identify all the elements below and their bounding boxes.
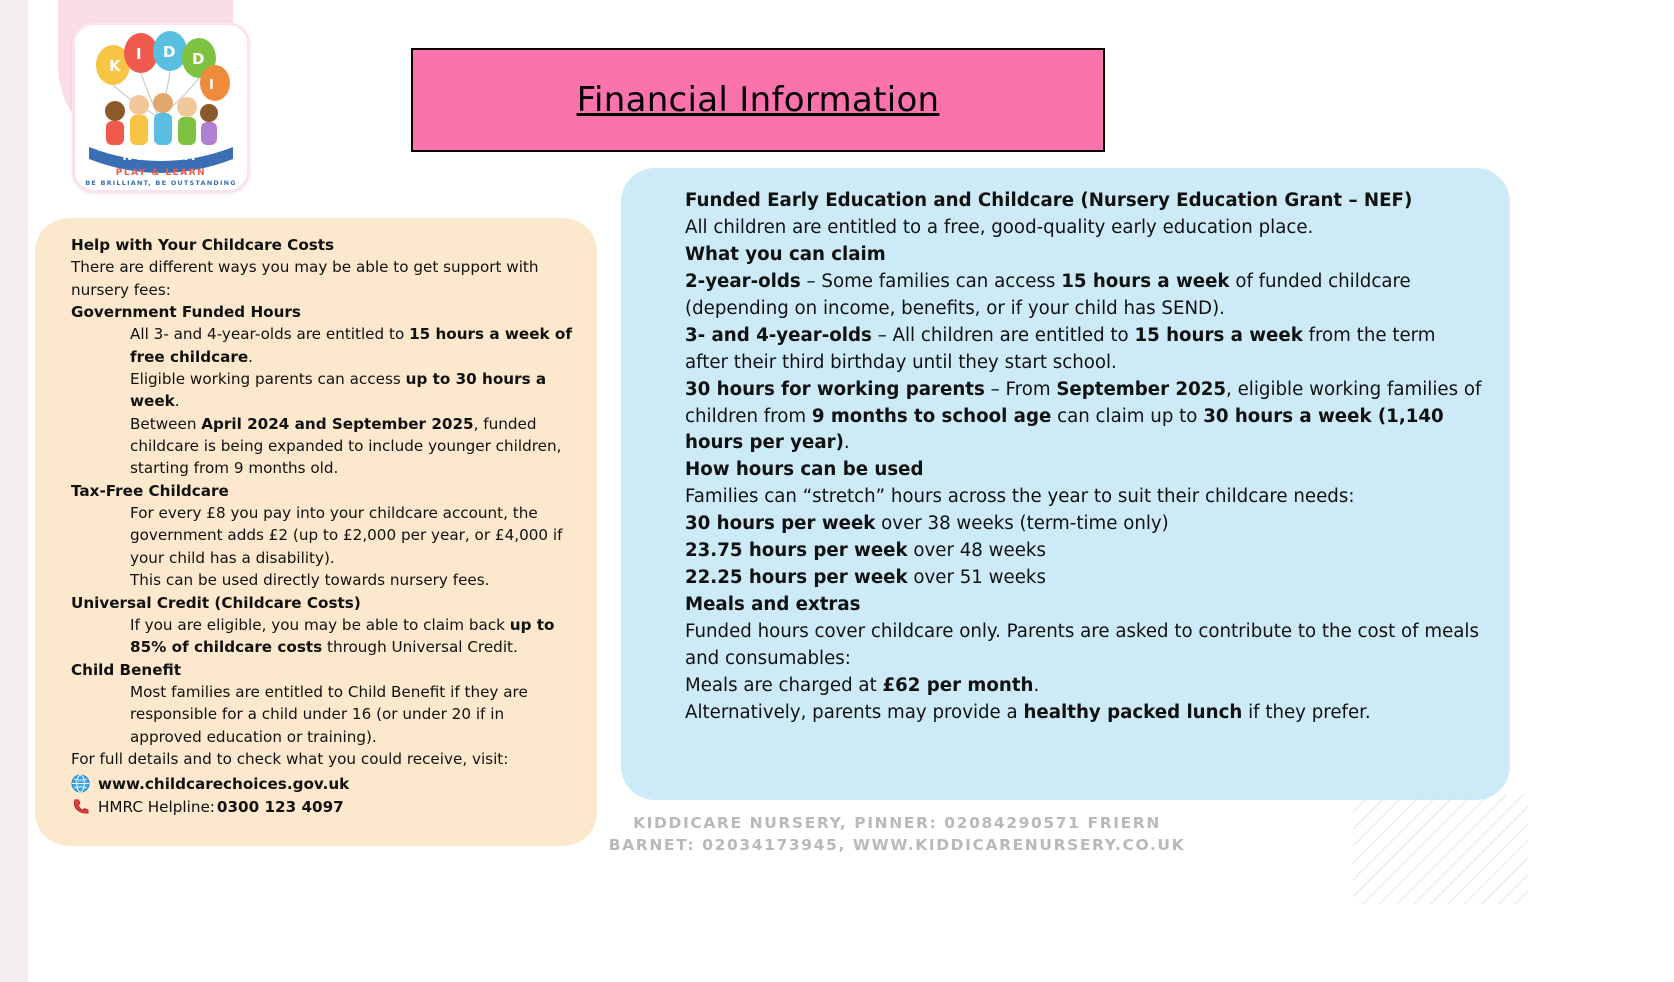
website-row[interactable] xyxy=(71,774,575,793)
block-paragraph: Meals are charged at £62 per month. xyxy=(685,674,1040,696)
phone-icon xyxy=(71,797,90,816)
page-title-banner xyxy=(411,48,1105,152)
section-heading-government-funded-hours: Government Funded Hours xyxy=(71,303,301,322)
svg-text:PLAY & LEARN: PLAY & LEARN xyxy=(115,168,207,178)
right-panel-body xyxy=(685,188,1482,727)
footer-line-2: BARNET: 02034173945, WWW.KIDDICARENURSERY.CO.UK xyxy=(608,836,1186,854)
section-item: For every £8 you pay into your childcare account, the government adds £2 (up to £2,000 per year, or £4,000 if your child has a disability). xyxy=(130,504,563,567)
block-paragraph: 22.25 hours per week over 51 weeks xyxy=(685,567,1046,589)
childcare-costs-panel xyxy=(35,218,597,846)
section-item: This can be used directly towards nursery fees. xyxy=(130,571,490,590)
website-link[interactable]: www.childcarechoices.gov.uk xyxy=(98,774,350,793)
section-item: If you are eligible, you may be able to claim back up to 85% of childcare costs through Universal Credit. xyxy=(130,615,555,657)
left-decorative-strip xyxy=(0,0,28,982)
block-paragraph: 2-year-olds – Some families can access 15 hours a week of funded childcare (depending on income, benefits, or if your child has SEND). xyxy=(685,270,1411,319)
svg-text:I: I xyxy=(136,45,142,63)
svg-text:BE BRILLIANT, BE OUTSTANDING: BE BRILLIANT, BE OUTSTANDING xyxy=(85,179,237,187)
right-panel-heading: Funded Early Education and Childcare (Nursery Education Grant – NEF) xyxy=(685,190,1413,211)
block-paragraph: Alternatively, parents may provide a healthy packed lunch if they prefer. xyxy=(685,701,1371,723)
block-paragraph: Families can “stretch” hours across the year to suit their childcare needs: xyxy=(685,486,1355,508)
footer-line-1: KIDDICARE NURSERY, PINNER: 02084290571 FRIERN xyxy=(633,814,1161,832)
footer-contact xyxy=(597,812,1197,856)
section-item: Most families are entitled to Child Benefit if they are responsible for a child under 16 (or under 20 if in approved education or training). xyxy=(130,682,528,746)
globe-icon xyxy=(71,774,90,793)
section-item: Between April 2024 and September 2025, funded childcare is being expanded to include younger children, starting from 9 months old. xyxy=(130,414,562,478)
block-paragraph: 30 hours for working parents – From September 2025, eligible working families of children from 9 months to school age can claim up to 30 hours a week (1,140 hours per year). xyxy=(685,378,1482,454)
section-item: All 3- and 4-year-olds are entitled to 15 hours a week of free childcare. xyxy=(130,325,572,366)
right-margin xyxy=(1662,0,1674,982)
left-panel-heading: Help with Your Childcare Costs xyxy=(71,236,335,254)
hatch-decoration xyxy=(1353,794,1528,904)
section-heading-child-benefit: Child Benefit xyxy=(71,660,182,679)
left-panel-body xyxy=(71,234,575,770)
block-heading-what-you-can-claim: What you can claim xyxy=(685,243,886,265)
svg-text:K: K xyxy=(109,57,121,75)
helpline-number: 0300 123 4097 xyxy=(216,797,344,816)
block-paragraph: 3- and 4-year-olds – All children are entitled to 15 hours a week from the term after their third birthday until they start school. xyxy=(685,324,1436,373)
section-heading-universal-credit: Universal Credit (Childcare Costs) xyxy=(71,593,361,612)
nursery-logo xyxy=(72,22,250,193)
block-paragraph: 23.75 hours per week over 48 weeks xyxy=(685,540,1046,562)
left-panel-closing: For full details and to check what you could receive, visit: xyxy=(71,749,509,768)
funded-education-panel xyxy=(621,168,1510,800)
block-heading-how-hours-can-be-used: How hours can be used xyxy=(685,459,924,481)
svg-text:D: D xyxy=(192,50,205,68)
block-heading-meals-and-extras: Meals and extras xyxy=(685,594,861,616)
block-paragraph: Funded hours cover childcare only. Parents are asked to contribute to the cost of meals and consumables: xyxy=(685,621,1479,669)
block-paragraph: 30 hours per week over 38 weeks (term-time only) xyxy=(685,513,1169,535)
helpline-row xyxy=(71,797,575,816)
helpline-label: HMRC Helpline: xyxy=(98,797,215,816)
right-panel-intro: All children are entitled to a free, good-quality early education place. xyxy=(685,216,1314,238)
logo-graphic xyxy=(75,25,247,190)
svg-text:I: I xyxy=(209,78,214,93)
page-title: Financial Information xyxy=(576,80,940,120)
svg-text:D: D xyxy=(163,43,176,61)
section-item: Eligible working parents can access up to 30 hours a week. xyxy=(130,370,547,411)
left-panel-intro: There are different ways you may be able to get support with nursery fees: xyxy=(71,258,539,299)
section-heading-tax-free-childcare: Tax-Free Childcare xyxy=(71,481,229,500)
svg-text:NURSERY: NURSERY xyxy=(122,149,200,163)
